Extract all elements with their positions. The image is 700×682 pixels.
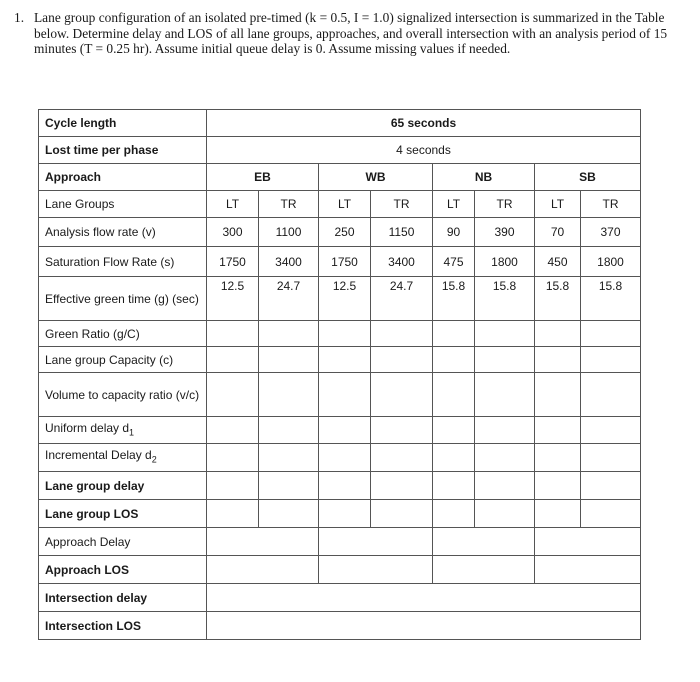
cell-flow-rate: 90 bbox=[433, 218, 475, 247]
cell-lane-group: LT bbox=[319, 191, 371, 218]
cell-lane-group: LT bbox=[433, 191, 475, 218]
label-flow-rate: Analysis flow rate (v) bbox=[39, 218, 207, 247]
cell-flow-rate: 390 bbox=[475, 218, 535, 247]
problem-statement bbox=[14, 10, 690, 57]
cell-saturation: 1750 bbox=[319, 247, 371, 277]
cell-flow-rate: 300 bbox=[207, 218, 259, 247]
cell-flow-rate: 1100 bbox=[259, 218, 319, 247]
cell-flow-rate: 370 bbox=[581, 218, 641, 247]
cell-green-time: 15.8 bbox=[581, 277, 641, 321]
cell-flow-rate: 250 bbox=[319, 218, 371, 247]
row-saturation bbox=[39, 247, 641, 277]
problem-number: 1. bbox=[14, 10, 25, 25]
cell-saturation: 450 bbox=[535, 247, 581, 277]
cell-saturation: 475 bbox=[433, 247, 475, 277]
cell-lane-group: LT bbox=[535, 191, 581, 218]
cell-green-time: 12.5 bbox=[207, 277, 259, 321]
label-lane-group-delay: Lane group delay bbox=[39, 472, 207, 500]
row-intersection-los bbox=[39, 612, 641, 640]
label-cycle-length: Cycle length bbox=[39, 110, 207, 137]
row-lane-group-los bbox=[39, 500, 641, 528]
label-green-time: Effective green time (g) (sec) bbox=[39, 277, 207, 321]
label-approach-los: Approach LOS bbox=[39, 556, 207, 584]
label-capacity: Lane group Capacity (c) bbox=[39, 347, 207, 373]
cell-saturation: 1800 bbox=[475, 247, 535, 277]
label-lane-groups: Lane Groups bbox=[39, 191, 207, 218]
cell-lane-group: TR bbox=[475, 191, 535, 218]
label-intersection-delay: Intersection delay bbox=[39, 584, 207, 612]
row-lane-group-delay bbox=[39, 472, 641, 500]
row-uniform-delay bbox=[39, 417, 641, 444]
cell-lane-group: TR bbox=[259, 191, 319, 218]
row-approach bbox=[39, 164, 641, 191]
label-intersection-los: Intersection LOS bbox=[39, 612, 207, 640]
label-uniform-delay: Uniform delay $d_1$ bbox=[39, 417, 207, 444]
label-green-ratio: Green Ratio (g/C) bbox=[39, 321, 207, 347]
cell-lane-group: TR bbox=[371, 191, 433, 218]
cell-lane-group: TR bbox=[581, 191, 641, 218]
label-approach-delay: Approach Delay bbox=[39, 528, 207, 556]
row-lane-groups bbox=[39, 191, 641, 218]
approach-wb: WB bbox=[319, 164, 433, 191]
row-vc-ratio bbox=[39, 373, 641, 417]
intersection-table bbox=[38, 109, 641, 640]
row-green-time bbox=[39, 277, 641, 321]
row-intersection-delay bbox=[39, 584, 641, 612]
cell-green-time: 12.5 bbox=[319, 277, 371, 321]
problem-text: Lane group configuration of an isolated pre-timed (k = 0.5, I = 1.0) signalized intersection is summarized in the Table below. Determine delay and LOS of all lane groups, approaches, and overall intersection with an analysis period of 15 minutes (T = 0.25 hr). Assume initial queue delay is 0. Assume missing values if needed. bbox=[34, 10, 668, 57]
cell-green-time: 15.8 bbox=[433, 277, 475, 321]
data-table-container bbox=[38, 109, 641, 640]
row-lost-time bbox=[39, 137, 641, 164]
cell-saturation: 1800 bbox=[581, 247, 641, 277]
row-approach-delay bbox=[39, 528, 641, 556]
label-lane-group-los: Lane group LOS bbox=[39, 500, 207, 528]
cell-saturation: 1750 bbox=[207, 247, 259, 277]
cell-green-time: 15.8 bbox=[535, 277, 581, 321]
label-lost-time: Lost time per phase bbox=[39, 137, 207, 164]
cell-green-time: 24.7 bbox=[259, 277, 319, 321]
row-cycle-length bbox=[39, 110, 641, 137]
approach-sb: SB bbox=[535, 164, 641, 191]
cell-lane-group: LT bbox=[207, 191, 259, 218]
cell-green-time: 24.7 bbox=[371, 277, 433, 321]
label-approach: Approach bbox=[39, 164, 207, 191]
approach-eb: EB bbox=[207, 164, 319, 191]
cell-flow-rate: 1150 bbox=[371, 218, 433, 247]
label-saturation: Saturation Flow Rate (s) bbox=[39, 247, 207, 277]
approach-nb: NB bbox=[433, 164, 535, 191]
row-incremental-delay bbox=[39, 444, 641, 472]
row-green-ratio bbox=[39, 321, 641, 347]
value-lost-time: 4 seconds bbox=[207, 137, 641, 164]
cell-saturation: 3400 bbox=[259, 247, 319, 277]
label-incremental-delay: Incremental Delay $d_2$ bbox=[39, 444, 207, 472]
row-capacity bbox=[39, 347, 641, 373]
cell-green-time: 15.8 bbox=[475, 277, 535, 321]
row-approach-los bbox=[39, 556, 641, 584]
cell-saturation: 3400 bbox=[371, 247, 433, 277]
label-vc-ratio: Volume to capacity ratio (v/c) bbox=[39, 373, 207, 417]
row-flow-rate bbox=[39, 218, 641, 247]
cell-flow-rate: 70 bbox=[535, 218, 581, 247]
value-cycle-length: 65 seconds bbox=[207, 110, 641, 137]
